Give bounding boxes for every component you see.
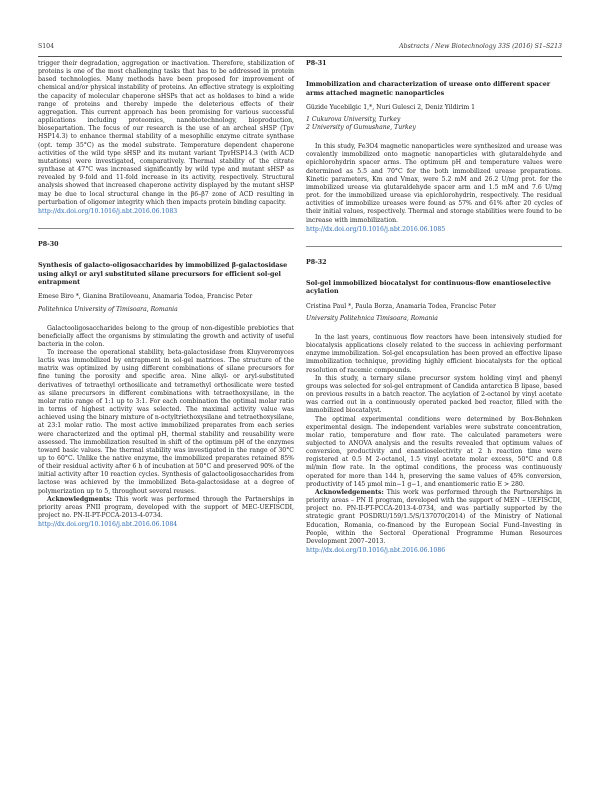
journal-citation: Abstracts / New Biotechnology 33S (2016) S1–S213 <box>399 43 562 50</box>
intro-doi-link[interactable]: http://dx.doi.org/10.1016/j.nbt.2016.06.1083 <box>38 207 178 215</box>
doi-link-p8-30[interactable]: http://dx.doi.org/10.1016/j.nbt.2016.06.1084 <box>38 521 178 529</box>
paragraph: In the last years, continuous flow reactors have been intensively studied for biocatalysis applications closely related to the success in achieving performant enzyme immobilization. Sol-gel encapsulation has been proved an effective lipase immobilization technique, providing highly efficient biocatalysts for the optical resolution of racemic compounds. <box>306 333 562 374</box>
ack-label: Acknowledgements: <box>315 488 384 496</box>
abstract-authors-p8-30: Emese Biro *, Gianina Bratiloveanu, Anamaria Todea, Francisc Peter <box>38 293 253 301</box>
abstract-body-p8-31 <box>306 143 562 225</box>
abstract-separator <box>306 246 562 247</box>
paragraph: Galactooligosaccharides belong to the group of non-digestible prebiotics that beneficially affect the organisms by stimulating the growth and activity of useful bacteria in the colon. <box>38 324 294 348</box>
abstract-body-p8-32 <box>306 334 562 546</box>
doi-link-p8-32[interactable]: http://dx.doi.org/10.1016/j.nbt.2016.06.1086 <box>306 547 446 555</box>
paragraph: In this study, a ternary silane precursor system holding vinyl and phenyl groups was selected for sol-gel entrapment of Candida antarctica B lipase, based on previous results in a batch reactor. The acylation of 2-octanol by vinyl acetate was carried out in a continuously operated packed bed reactor, filled with the immobilized biocatalyst. <box>306 374 562 415</box>
abstract-title-p8-31: Immobilization and characterization of urease onto different spacer arms attached magnetic nanoparticles <box>306 80 551 97</box>
abstract-title-p8-32: Sol-gel immobilized biocatalyst for continuous-flow enantioselective acylation <box>306 279 551 296</box>
ack-label: Acknowledgments: <box>47 495 112 503</box>
abstract-separator <box>38 228 294 229</box>
abstract-title-p8-30: Synthesis of galacto-oligosaccharides by immobilized β-galactosidase using alkyl or aryl substituted silane precursors for efficient sol-gel entrapment <box>38 261 288 286</box>
abstract-affiliation-p8-32: University Politehnica Timisoara, Romania <box>306 314 438 322</box>
abstract-affiliation-p8-31-2: 2 University of Gumushane, Turkey <box>306 124 416 132</box>
abstract-code-p8-31: P8-31 <box>306 60 327 67</box>
paragraph: The optimal experimental conditions were determined by Box-Behnken experimental design. The independent variables were substrate concentration, molar ratio, temperature and flow rate. The calculated parameters were subjected to ANOVA analysis and the results revealed that optimum values of conversion, productivity and enantioselectivity at 2 h reaction time were registered at 0.5 M 2-octanol, 1.5 vinyl acetate molar excess, 50°C and 0.8 ml/min flow rate. In the optimal conditions, the process was continuously operated for more than 144 h, preserving the same values of 45% conversion, productivity of 145 µmol min−1 g−1, and enantiomeric ratio E > 280. <box>306 415 562 488</box>
left-column <box>38 60 294 529</box>
paragraph: In this study, Fe3O4 magnetic nanoparticles were synthesized and urease was covalently immobilized onto magnetic nanoparticles with glutaraldehyde and epichlorohydrin spacer arms. The optimum pH and temperature values were determined as 5.5 and 70°C for the both immobilized urease preparations. Kinetic parameters, Km and Vmax, were 5.2 mM and 26.2 U/mg prot. for the immobilized urease via glutaraldehyde spacer arm and 1.5 mM and 7.6 U/mg prot. for the immobilized urease via epichlorohydrin, respectively. The residual activities of immobilize ureases were found as 57% and 61% after 20 cycles of their initial values, respectively. Thermal and storage stabilities were found to be increase with immobilization. <box>306 143 562 224</box>
running-header <box>38 43 562 55</box>
doi-link-p8-31[interactable]: http://dx.doi.org/10.1016/j.nbt.2016.06.1085 <box>306 225 446 233</box>
header-rule <box>38 56 562 57</box>
abstract-authors-p8-32: Cristina Paul *, Paula Borza, Anamaria Todea, Francisc Peter <box>306 302 496 310</box>
ack-text: This work was performed through the Partnerships in priority areas – PN II program, developed with the support of MEN – UEFISCDI, project no. PN-II-PT-PCCA-2013-4-0734, and was partially supported by the strategic grant POSDRU/159/1.5/S/137070(2014) of the Ministry of National Education, Romania, co-financed by the European Social Fund–Investing in People, within the Sectoral Operational Programme Human Resources Development 2007–2013. <box>306 488 562 545</box>
abstract-code-p8-32: P8-32 <box>306 258 327 266</box>
right-column <box>306 60 562 555</box>
intro-abstract-text: trigger their degradation, aggregation or inactivation. Therefore, stabilization of proteins is one of the most challenging tasks that has to be addressed in protein based technologies. Many methods have been proposed for improvement of chemical and/or physical instability of proteins. An effective strategy is exploiting the capacity of molecular chaperone sHSPs that act as holdases to bind a wide range of proteins and thereby impede the deleterious effects of their aggregation. This current approach has been promising for various successful applications including proteomics, nanobiotechnology, bioproduction, biosepartation. The focus of our research is the use of an archeal sHSP (Tpv HSP14.3) to enhance thermal stability of a mesophilic enzyme citrate synthase (opt. temp 35°C) as the model substrate. Temperature dependent chaperone activities of the wild type sHSP and its mutant variant TpvHSP14.3 (with ACD mutations) were investigated, comparatively. Thermal stability of the citrate synthase at 47°C was increased significantly by wild type and mutant sHSP as revealed by 9-fold and 11-fold increase in its activity, respectively. Structural analysis showed that increased chaperone activity displayed by the mutant sHSP may be due to local structural change in the β6–β7 zone of ACD resulting in perturbation of oligomer integrity which then impacts protein binding capacity. <box>38 60 294 206</box>
abstract-body-p8-30 <box>38 325 294 521</box>
paragraph: To increase the operational stability, beta-galactosidase from Kluyveromyces lactis was immobilized by entrapment in sol-gel matrices. The structure of the matrix was optimized by using different combinations of silane precursors for fine tuning the porosity and specific area. Nine alkyl- or aryl-substituted derivatives of tetraethyl orthosilicate and tetramethyl orthosilicate were tested as silane precursors in different combinations with tetraethoxysilane, in the molar ratio range of 1:1 up to 3:1. For each combination the optimal molar ratio in terms of highest activity was selected. The maximal activity value was achieved using the binary mixture of n-octyltriethoxysilane and tetraethoxysilane, at 23:1 molar ratio. The most active immobilized preparates from each series were characterized and the optimal pH, thermal stability and reusability were assessed. The immobilization resulted in shift of the optimum pH of the enzymes toward basic values. The thermal stability was investigated in the range of 30°C up to 60°C. Unlike the native enzyme, the immobilized preparates retained 85% of their residual activity after 6 h of incubation at 50°C and preserved 90% of the initial activity after 10 reaction cycles. Synthesis of galactooligosaccharides from lactose was achieved by the immobilized Beta-galactosidase at a degree of polymerization up to 5, throughout several reuses. <box>38 348 294 495</box>
abstract-affiliation-p8-31-1: 1 Cukurova University, Turkey <box>306 116 401 124</box>
abstract-code-p8-30: P8-30 <box>38 240 59 248</box>
acknowledgements <box>306 489 562 546</box>
abstract-authors-p8-31: Güzide Yucebilgic 1,*, Nuri Gulesci 2, Deniz Yildirim 1 <box>306 103 476 111</box>
page-number: S104 <box>38 43 55 50</box>
abstract-affiliation-p8-30: Politehnica University of Timisoara, Romania <box>38 305 178 313</box>
ack-text: This work was performed through the Partnerships in priority areas PNII program, developed with the support of MEC-UEFISCDI, project no. PN-II-PT-PCCA-2013-4-0734. <box>38 495 294 520</box>
acknowledgments <box>38 496 294 520</box>
